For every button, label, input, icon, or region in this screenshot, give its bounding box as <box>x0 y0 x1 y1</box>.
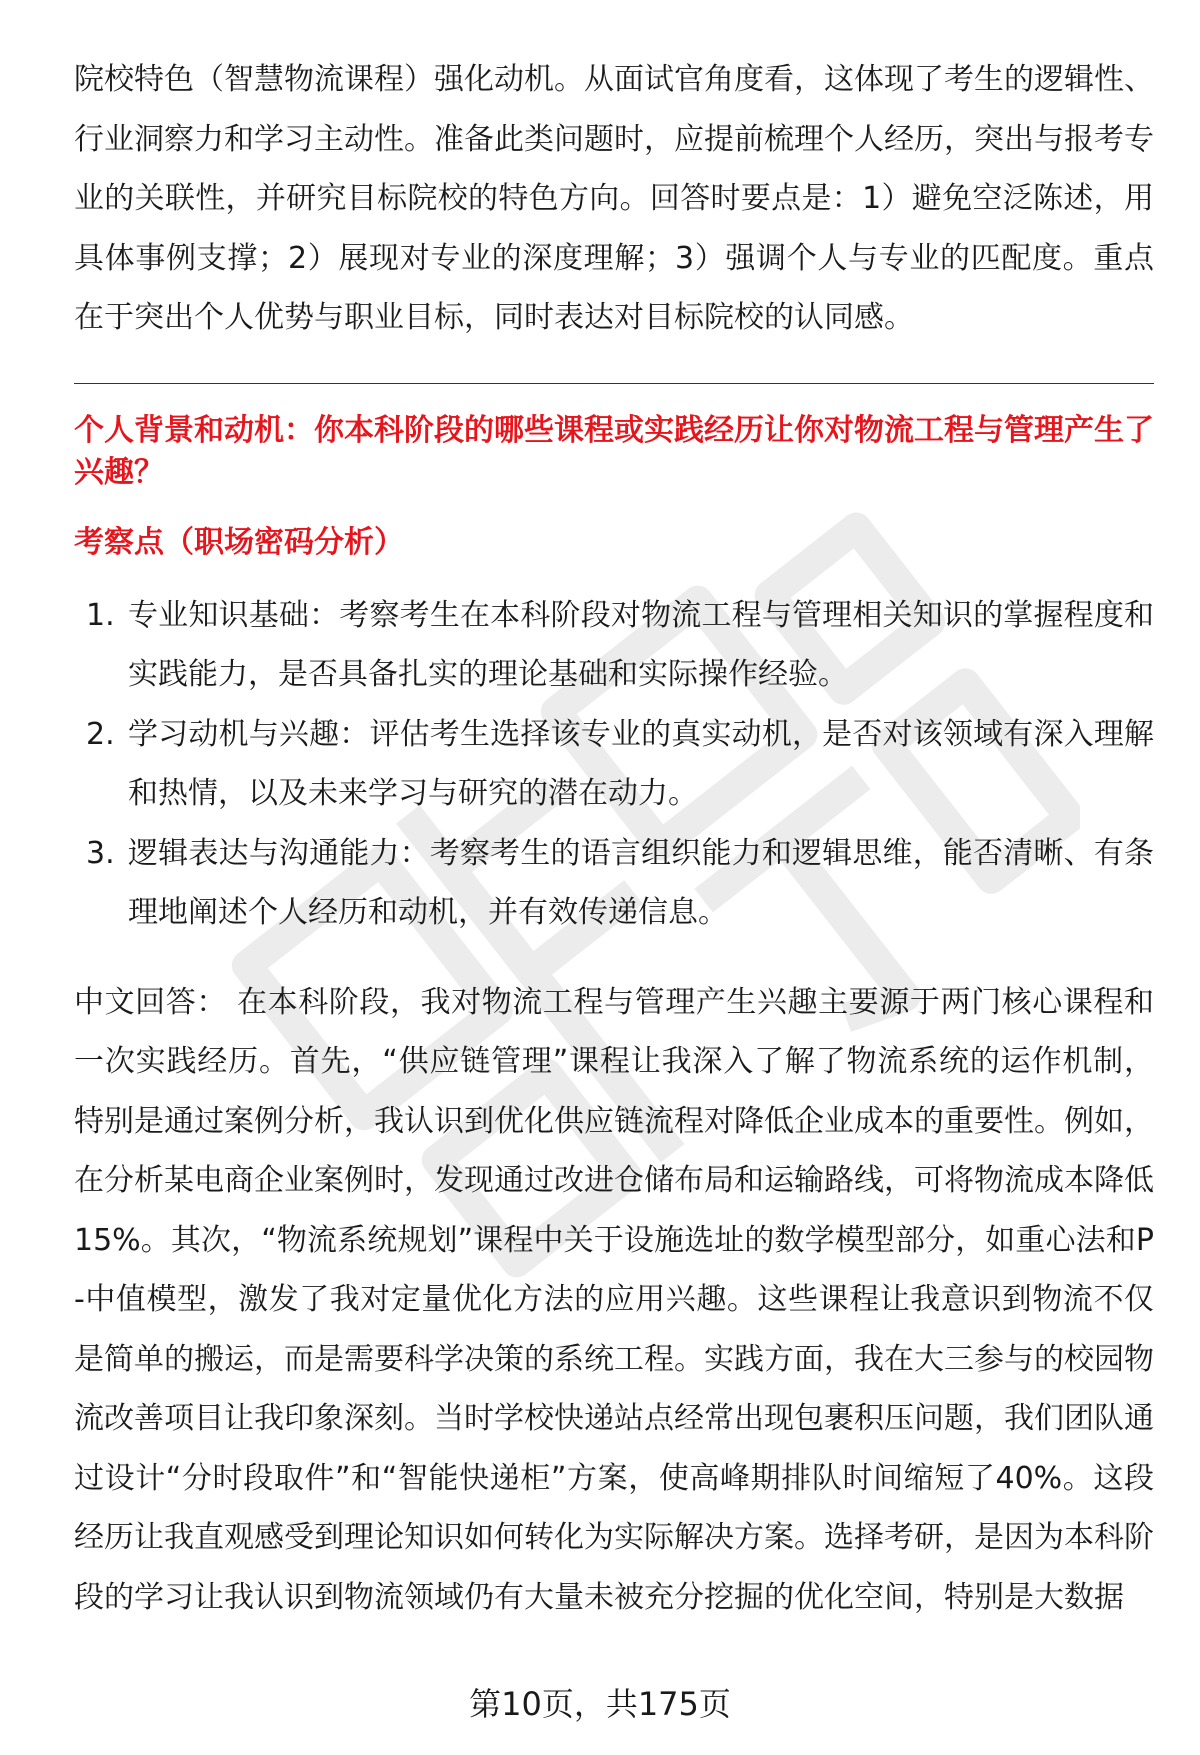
page-number-footer: 第10页，共175页 <box>469 1685 731 1723</box>
question-heading: 个人背景和动机：你本科阶段的哪些课程或实践经历让你对物流工程与管理产生了兴趣？ <box>74 412 1154 490</box>
list-item-number: 1. <box>86 597 115 633</box>
section-divider <box>74 383 1154 384</box>
assessment-points-heading: 考察点（职场密码分析） <box>74 524 404 560</box>
list-item <box>74 705 1154 824</box>
list-item-number: 3. <box>86 835 115 871</box>
answer-paragraph: 中文回答： 在本科阶段，我对物流工程与管理产生兴趣主要源于两门核心课程和一次实践经历。首先，“供应链管理”课程让我深入了解了物流系统的运作机制，特别是通过案例分析，我认识到优化供应链流程对降低企业成本的重要性。例如，在分析某电商企业案例时，发现通过改进仓储布局和运输路线，可将物流成本降低15%。其次，“物流系统规划”课程中关于设施选址的数学模型部分，如重心法和P-中值模型，激发了我对定量优化方法的应用兴趣。这些课程让我意识到物流不仅是简单的搬运，而是需要科学决策的系统工程。实践方面，我在大三参与的校园物流改善项目让我印象深刻。当时学校快递站点经常出现包裹积压问题，我们团队通过设计“分时段取件”和“智能快递柜”方案，使高峰期排队时间缩短了40%。这段经历让我直观感受到理论知识如何转化为实际解决方案。选择考研，是因为本科阶段的学习让我认识到物流领域仍有大量未被充分挖掘的优化空间，特别是大数据 <box>74 984 1154 1615</box>
intro-paragraph: 院校特色（智慧物流课程）强化动机。从面试官角度看，这体现了考生的逻辑性、行业洞察力和学习主动性。准备此类问题时，应提前梳理个人经历，突出与报考专业的关联性，并研究目标院校的特色方向。回答时要点是：1）避免空泛陈述，用具体事例支撑；2）展现对专业的深度理解；3）强调个人与专业的匹配度。重点在于突出个人优势与职业目标，同时表达对目标院校的认同感。 <box>74 62 1154 335</box>
list-item <box>74 586 1154 705</box>
list-item-number: 2. <box>86 716 115 752</box>
list-item-text: 学习动机与兴趣：评估考生选择该专业的真实动机，是否对该领域有深入理解和热情，以及未来学习与研究的潜在动力。 <box>128 716 1154 811</box>
list-item-text: 专业知识基础：考察考生在本科阶段对物流工程与管理相关知识的掌握程度和实践能力，是否具备扎实的理论基础和实际操作经验。 <box>128 597 1154 692</box>
list-item <box>74 824 1154 943</box>
main-content <box>74 50 1154 1627</box>
list-item-text: 逻辑表达与沟通能力：考察考生的语言组织能力和逻辑思维，能否清晰、有条理地阐述个人经历和动机，并有效传递信息。 <box>128 835 1154 930</box>
assessment-points-list <box>74 586 1154 943</box>
